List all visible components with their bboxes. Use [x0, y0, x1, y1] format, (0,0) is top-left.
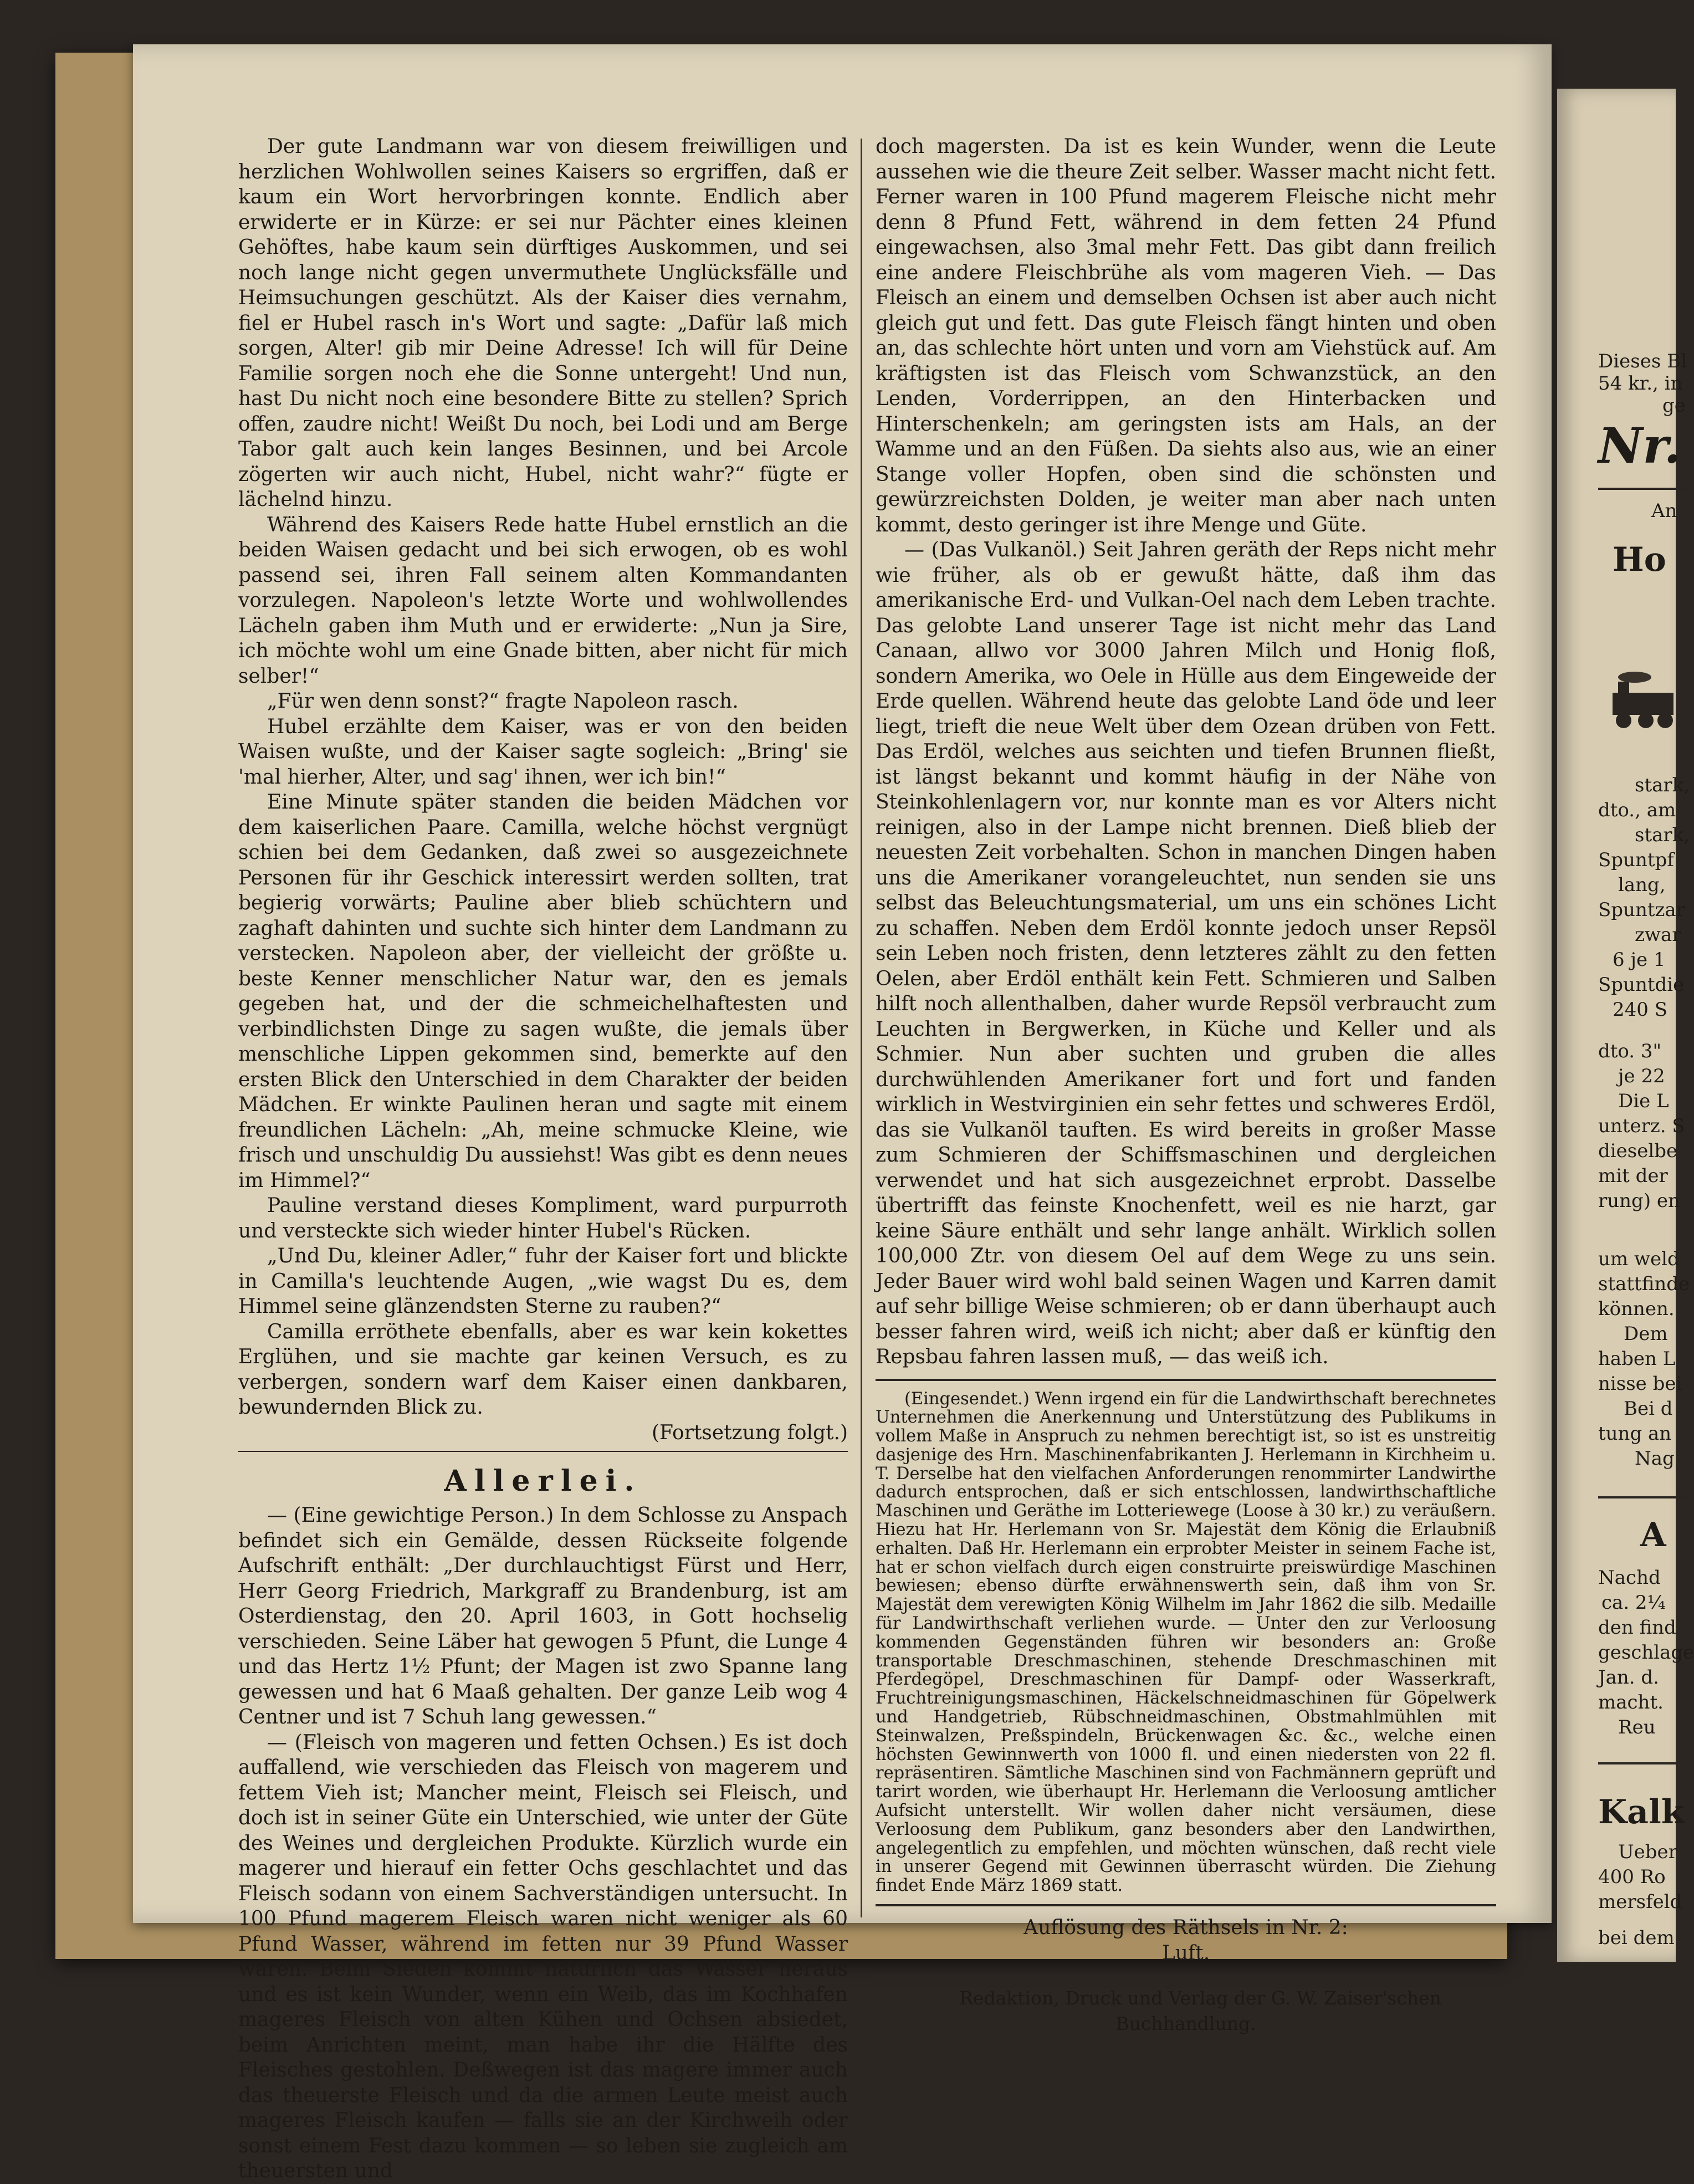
adjacent-page-fragment: Spuntdie	[1598, 974, 1685, 996]
adjacent-page-fragment: Ueber	[1618, 1841, 1677, 1863]
adjacent-page-fragment: 6 je 1	[1613, 949, 1666, 971]
adjacent-page-fragment: dto. 3"	[1598, 1040, 1662, 1062]
riddle-solution-answer: Luft.	[1161, 1941, 1210, 1965]
adjacent-page-fragment: Ho	[1613, 540, 1666, 579]
adjacent-page-fragment: zwar	[1635, 924, 1681, 946]
adjacent-page-fragment: stark,	[1635, 774, 1690, 796]
adjacent-page-fragment: macht.	[1598, 1691, 1664, 1714]
adjacent-page-fragment: stark,	[1635, 824, 1690, 846]
adjacent-page-fragment: können.	[1598, 1298, 1675, 1320]
miscellany-item: — (Fleisch von mageren und fetten Ochsen.) Es ist doch auffallend, wie verschieden das Fleisch von magerem und fettem Vieh ist; Mancher meint, Fleisch sei Fleisch, und doch ist in seiner Güte ein Unterschied, wie unter der Güte des Weines und dergleichen Produkte. Kürzlich wurde ein magerer und hierauf ein fetter Ochs geschlachtet und das Fleisch sodann von einem Sachverständigen untersucht. In 100 Pfund magerem Fleisch waren nicht weniger als 60 Pfund Wasser, während im fetten nur 39 Pfund Wasser waren. Beim Sieden kommt natürlich das Wasser heraus und es ist kein Wunder, wenn ein Weib, das im Kochhafen mageres Fleisch von alten Kühen und Ochsen absiedet, beim Anrichten meint, man habe ihr die Hälfte des Fleisches gestohlen. Deßwegen ist das magere immer auch das theuerste Fleisch und da die armen Leute meist auch mageres Fleisch kaufen — falls sie an der Kirchweih oder sonst einem Fest dazu kommen — so leben sie zugleich am theuersten und	[238, 1731, 848, 2182]
miscellany-item: — (Eine gewichtige Person.) In dem Schlosse zu Anspach befindet sich ein Gemälde, dessen Rückseite folgende Aufschrift enthält: „Der durchlauchtigst Fürst und Herr, Herr Georg Friedrich, Markgraff zu Brandenburg, ist am Osterdienstag, den 20. April 1603, in Gott hochselig verschieden. Seine Läber hat gewogen 5 Pfunt, die Lunge 4 und das Hertz 1½ Pfunt; der Magen ist zwo Spanne lang gewessen und hat 6 Maaß gehalten. Der ganze Leib wog 4 Centner und ist 7 Schuh lang gewessen.“	[238, 1504, 848, 1728]
story-paragraph: Eine Minute später standen die beiden Mädchen vor dem kaiserlichen Paare. Camilla, welche höchst vergnügt schien bei dem Gedanken, daß zwei so ausgezeichnete Personen für ihr Geschick interessirt werden sollten, trat begierig vorwärts; Pauline aber blieb schüchtern und zaghaft dahinten und suchte sich hinter dem Landmann zu verstecken. Napoleon aber, der vielleicht der größte u. beste Kenner menschlicher Natur war, den es jemals gegeben hat, und der die schmeichelhaftesten und verbindlichsten Dinge zu sagen wußte, die jemals über menschliche Lippen gekommen sind, bemerkte auf den ersten Blick den Unterschied in dem Charakter der beiden Mädchen. Er winkte Paulinen heran und sagte mit einem freundlichen Lächeln: „Ah, meine schmucke Kleine, wie frisch und unschuldig Du aussiehst! Was gibt es denn neues im Himmel?“	[238, 791, 848, 1192]
story-paragraph: Während des Kaisers Rede hatte Hubel ernstlich an die beiden Waisen gedacht und bei sich erwogen, ob es wohl passend sei, ihren Fall seinem alten Kommandanten vorzulegen. Napoleon's letzte Worte und wohlwollendes Lächeln gaben ihm Muth und er erwiderte: „Nun ja Sire, ich möchte wohl um eine Gnade bitten, aber nicht für mich selber!“	[238, 513, 848, 688]
adjacent-page-fragment: ge	[1662, 395, 1686, 417]
story-paragraph: Der gute Landmann war von diesem freiwilligen und herzlichen Wohlwollen seines Kaisers so ergriffen, daß er kaum ein Wort hervorbringen konnte. Endlich aber erwiderte er in Kürze: er sei nur Pächter eines kleinen Gehöftes, habe kaum sein dürftiges Auskommen, und sei noch lange nicht gegen unvermuthete Unglücksfälle und Heimsuchungen geschützt. Als der Kaiser dies vernahm, fiel er Hubel rasch in's Wort und sagte: „Dafür laß mich sorgen, Alter! gib mir Deine Adresse! Ich will für Deine Familie sorgen noch ehe die Sonne untergeht! Und nun, hast Du nicht noch eine besondere Bitte zu stellen? Sprich offen, zaudre nicht! Weißt Du noch, bei Lodi und am Berge Tabor galt auch kein langes Besinnen, und bei Arcole zögerten wir auch nicht, Hubel, nicht wahr?“ fügte er lächelnd hinzu.	[238, 135, 848, 511]
section-rule	[876, 1904, 1496, 1906]
adjacent-page-fragment: Jan. d.	[1598, 1666, 1659, 1689]
section-rule	[238, 1451, 848, 1452]
adjacent-page-fragment: Spuntzar	[1598, 899, 1685, 921]
adjacent-page-fragment: bei dem	[1598, 1927, 1675, 1949]
adjacent-page-rule	[1598, 1496, 1687, 1498]
story-paragraph: Camilla erröthete ebenfalls, aber es war kein kokettes Erglühen, und sie machte gar keinen Versuch, es zu verbergen, sondern warf dem Kaiser einen dankbaren, bewundernden Blick zu.	[238, 1320, 848, 1419]
adjacent-page-rule	[1598, 488, 1687, 490]
adjacent-page-edge	[1557, 89, 1694, 1962]
adjacent-page-fragment: Die L	[1618, 1090, 1669, 1112]
adjacent-page-fragment: je 22	[1618, 1065, 1665, 1087]
riddle-solution-label: Auflösung des Räthsels in Nr. 2:	[1023, 1916, 1348, 1940]
story-paragraph: „Für wen denn sonst?“ fragte Napoleon rasch.	[267, 690, 739, 713]
story-paragraph: Pauline verstand dieses Kompliment, ward purpurroth und versteckte sich wieder hinter Hubel's Rücken.	[238, 1194, 848, 1242]
adjacent-page-fragment: Dieses Bl	[1598, 350, 1687, 372]
adjacent-page-fragment: den find	[1598, 1617, 1676, 1639]
adjacent-page-fragment: 400 Ro	[1598, 1866, 1666, 1888]
right-column	[876, 134, 1496, 2048]
footer-rule	[876, 2042, 1496, 2043]
adjacent-page-fragment: 54 kr., in	[1598, 372, 1683, 395]
adjacent-page-fragment: tung an	[1598, 1423, 1672, 1445]
adjacent-page-fragment: lang,	[1618, 874, 1666, 896]
adjacent-page-fragment: Bei d	[1624, 1398, 1673, 1420]
adjacent-page-fragment: A	[1640, 1516, 1666, 1554]
adjacent-page-fragment: mersfeld	[1598, 1891, 1682, 1913]
adjacent-page-fragment: Nag	[1635, 1448, 1675, 1470]
adjacent-page-fragment: dto., am	[1598, 799, 1676, 821]
locomotive-icon	[1601, 671, 1685, 732]
adjacent-page-fragment: Nr.	[1598, 417, 1681, 474]
section-heading: Allerlei.	[444, 1464, 642, 1498]
story-paragraph: Hubel erzählte dem Kaiser, was er von den beiden Waisen wußte, und der Kaiser sagte sogleich: „Bring' sie 'mal hierher, Alter, und sag' ihnen, wer ich bin!“	[238, 715, 848, 789]
adjacent-page-fragment: stattfinde	[1598, 1273, 1690, 1295]
adjacent-page-fragment: Kalk	[1598, 1793, 1685, 1832]
adjacent-page-fragment: unterz. S	[1598, 1115, 1685, 1137]
adjacent-page-rule	[1598, 1762, 1687, 1764]
adjacent-page-fragment: Dem	[1624, 1323, 1668, 1345]
column-divider	[861, 139, 862, 1917]
miscellany-item: — (Das Vulkanöl.) Seit Jahren geräth der Reps nicht mehr wie früher, als ob er gewußt hätte, daß ihm das amerikanische Erd- und Vulkan-Oel nach dem Leben trachte. Das gelobte Land unserer Tage ist nicht mehr das Land Canaan, allwo vor 3000 Jahren Milch und Honig floß, sondern Amerika, wo Oele in Hülle aus dem Eingeweide der Erde quellen. Während heute das gelobte Land öde und leer liegt, trieft die neue Welt über dem Ozean drüben von Fett. Das Erdöl, welches aus seichten und tiefen Brunnen fließt, ist längst bekannt und kommt häufig in der Nähe von Steinkohlenlagern vor, nur konnte man es vor Alters nicht reinigen, also in der Lampe nicht brennen. Dieß blieb der neuesten Zeit vorbehalten. Schon in manchen Dingen haben uns die Amerikaner vorangeleuchtet, nun senden sie uns selbst das Beleuchtungsmaterial, um uns ein schönes Licht zu schaffen. Neben dem Erdöl konnte jedoch unser Repsöl sein Leben noch fristen, denn letzteres zählt zu den fetten Oelen, aber Erdöl enthält kein Fett. Schmieren und Salben hilft noch allenthalben, daher wurde Repsöl verbraucht zum Leuchten in Bergwerken, in Küche und Keller und als Schmier. Nun aber suchten und gruben die alles durchwühlenden Amerikaner fort und fort und fanden wirklich in Westvirginien ein sehr fettes und schweres Erdöl, das sie Vulkanöl tauften. Es wird bereits in großer Masse zum Schmieren der Schiffsmaschinen und dergleichen verwendet und hat sich ausgezeichnet erprobt. Dasselbe übertrifft das feinste Knochenfett, weil es nie harzt, gar keine Säure enthält und sehr lange anhält. Wirklich sollen 100,000 Ztr. von diesem Oel auf dem Wege zu uns sein. Jeder Bauer wird wohl bald seinen Wagen und Karren damit auf sehr billige Weise schmieren; ob er dann überhaupt auch besser fahren wird, weiß ich nicht; aber daß er künftig den Repsbau fahren lassen muß, — das weiß ich.	[876, 539, 1496, 1368]
adjacent-page-fragment: nisse bei	[1598, 1373, 1682, 1395]
adjacent-page-fragment: dieselbe	[1598, 1140, 1678, 1162]
adjacent-page-fragment: rung) en	[1598, 1190, 1680, 1212]
adjacent-page-fragment: um weld	[1598, 1248, 1680, 1270]
section-rule	[876, 1975, 1496, 1977]
submitted-notice: (Eingesendet.) Wenn irgend ein für die Landwirthschaft berechnetes Unternehmen die Anerkennung und Unterstützung des Publikums in vollem Maße in Anspruch zu nehmen berechtigt ist, so ist es unstreitig dasjenige des Hrn. Maschinenfabrikanten J. Herlemann in Kirchheim u. T. Derselbe hat den vielfachen Anforderungen renommirter Landwirthe dadurch entsprochen, daß er sich entschlossen, landwirthschaftliche Maschinen und Geräthe im Lotteriewege (Loose à 30 kr.) zu veräußern. Hiezu hat Hr. Herlemann von Sr. Majestät dem König die Erlaubniß erhalten. Daß Hr. Herlemann ein erprobter Meister in seinem Fache ist, hat er schon vielfach durch eigen construirte preiswürdige Maschinen bewiesen; ebenso dürfte erwähnenswerth sein, daß ihm von Sr. Majestät dem verewigten König Wilhelm im Jahr 1862 die silb. Medaille für Landwirthschaft verliehen wurde. — Unter den zur Verloosung kommenden Gegenständen führen wir besonders an: Große transportable Dreschmaschinen, stehende Dreschmaschinen mit Pferdegöpel, Dreschmaschinen für Dampf- oder Wasserkraft, Fruchtreinigungsmaschinen, Häckelschneidmaschinen für Göpelwerk und Handgetrieb, Rübschneidmaschinen, Obstmahlmühlen mit Steinwalzen, Preßspindeln, Brückenwagen &c. &c., welche einen höchsten Gewinnwerth von 1000 fl. und einen niedersten von 22 fl. repräsentiren. Sämtliche Maschinen sind von Fachmännern geprüft und tarirt worden, wie überhaupt Hr. Herlemann die Verloosung amtlicher Aufsicht unterstellt. Wir wollen daher nicht versäumen, diese Verloosung dem Publikum, ganz besonders aber den Landwirthen, angelegentlich zu empfehlen, und möchten wünschen, daß recht viele in unserer Gegend mit Gewinnen überrascht würden. Die Ziehung findet Ende März 1869 statt.	[876, 1389, 1496, 1896]
adjacent-page-fragment: geschlage	[1598, 1641, 1694, 1664]
left-column	[238, 134, 848, 2184]
miscellany-continued: doch magersten. Da ist es kein Wunder, wenn die Leute aussehen wie die theure Zeit selber. Wasser macht nicht fett. Ferner waren in 100 Pfund magerem Fleische nicht mehr denn 8 Pfund Fett, während in dem fetten 24 Pfund eingewachsen, also 3mal mehr Fett. Das gibt dann freilich eine andere Fleischbrühe als vom mageren Vieh. — Das Fleisch an einem und demselben Ochsen ist aber auch nicht gleich gut und fett. Das gute Fleisch fängt hinten und oben an, das schlechte hört unten und vorn am Viehstück auf. Am kräftigsten ist das Fleisch vom Schwanzstück, an den Lenden, Vorderrippen, an den Hinterbacken und Hinterschenkeln; am geringsten ists am Hals, an der Wamme und an den Füßen. Da siehts also aus, wie an einer Stange voller Hopfen, oben sind die schönsten und gewürzreichsten Dolden, je weiter man aber nach unten kommt, desto geringer ist ihre Menge und Güte.	[876, 135, 1496, 536]
adjacent-page-fragment: ca. 2¼	[1601, 1592, 1666, 1614]
adjacent-page-fragment: An	[1651, 500, 1677, 522]
adjacent-page-fragment: haben L	[1598, 1348, 1676, 1370]
continuation-note: (Fortsetzung folgt.)	[652, 1421, 848, 1444]
adjacent-page-fragment: Reu	[1618, 1716, 1656, 1738]
section-rule	[876, 1379, 1496, 1381]
story-paragraph: „Und Du, kleiner Adler,“ fuhr der Kaiser fort und blickte in Camilla's leuchtende Augen, „wie wagst Du es, dem Himmel seine glänzendsten Sterne zu rauben?“	[238, 1245, 848, 1318]
adjacent-page-fragment: mit der	[1598, 1165, 1668, 1187]
publisher-imprint: Redaktion, Druck und Verlag der G. W. Zaiser'schen Buchhandlung.	[959, 1987, 1441, 2034]
adjacent-page-fragment: Nachd	[1598, 1567, 1661, 1589]
adjacent-page-fragment: Spuntpf	[1598, 849, 1674, 871]
adjacent-page-fragment: 240 S	[1613, 999, 1667, 1021]
